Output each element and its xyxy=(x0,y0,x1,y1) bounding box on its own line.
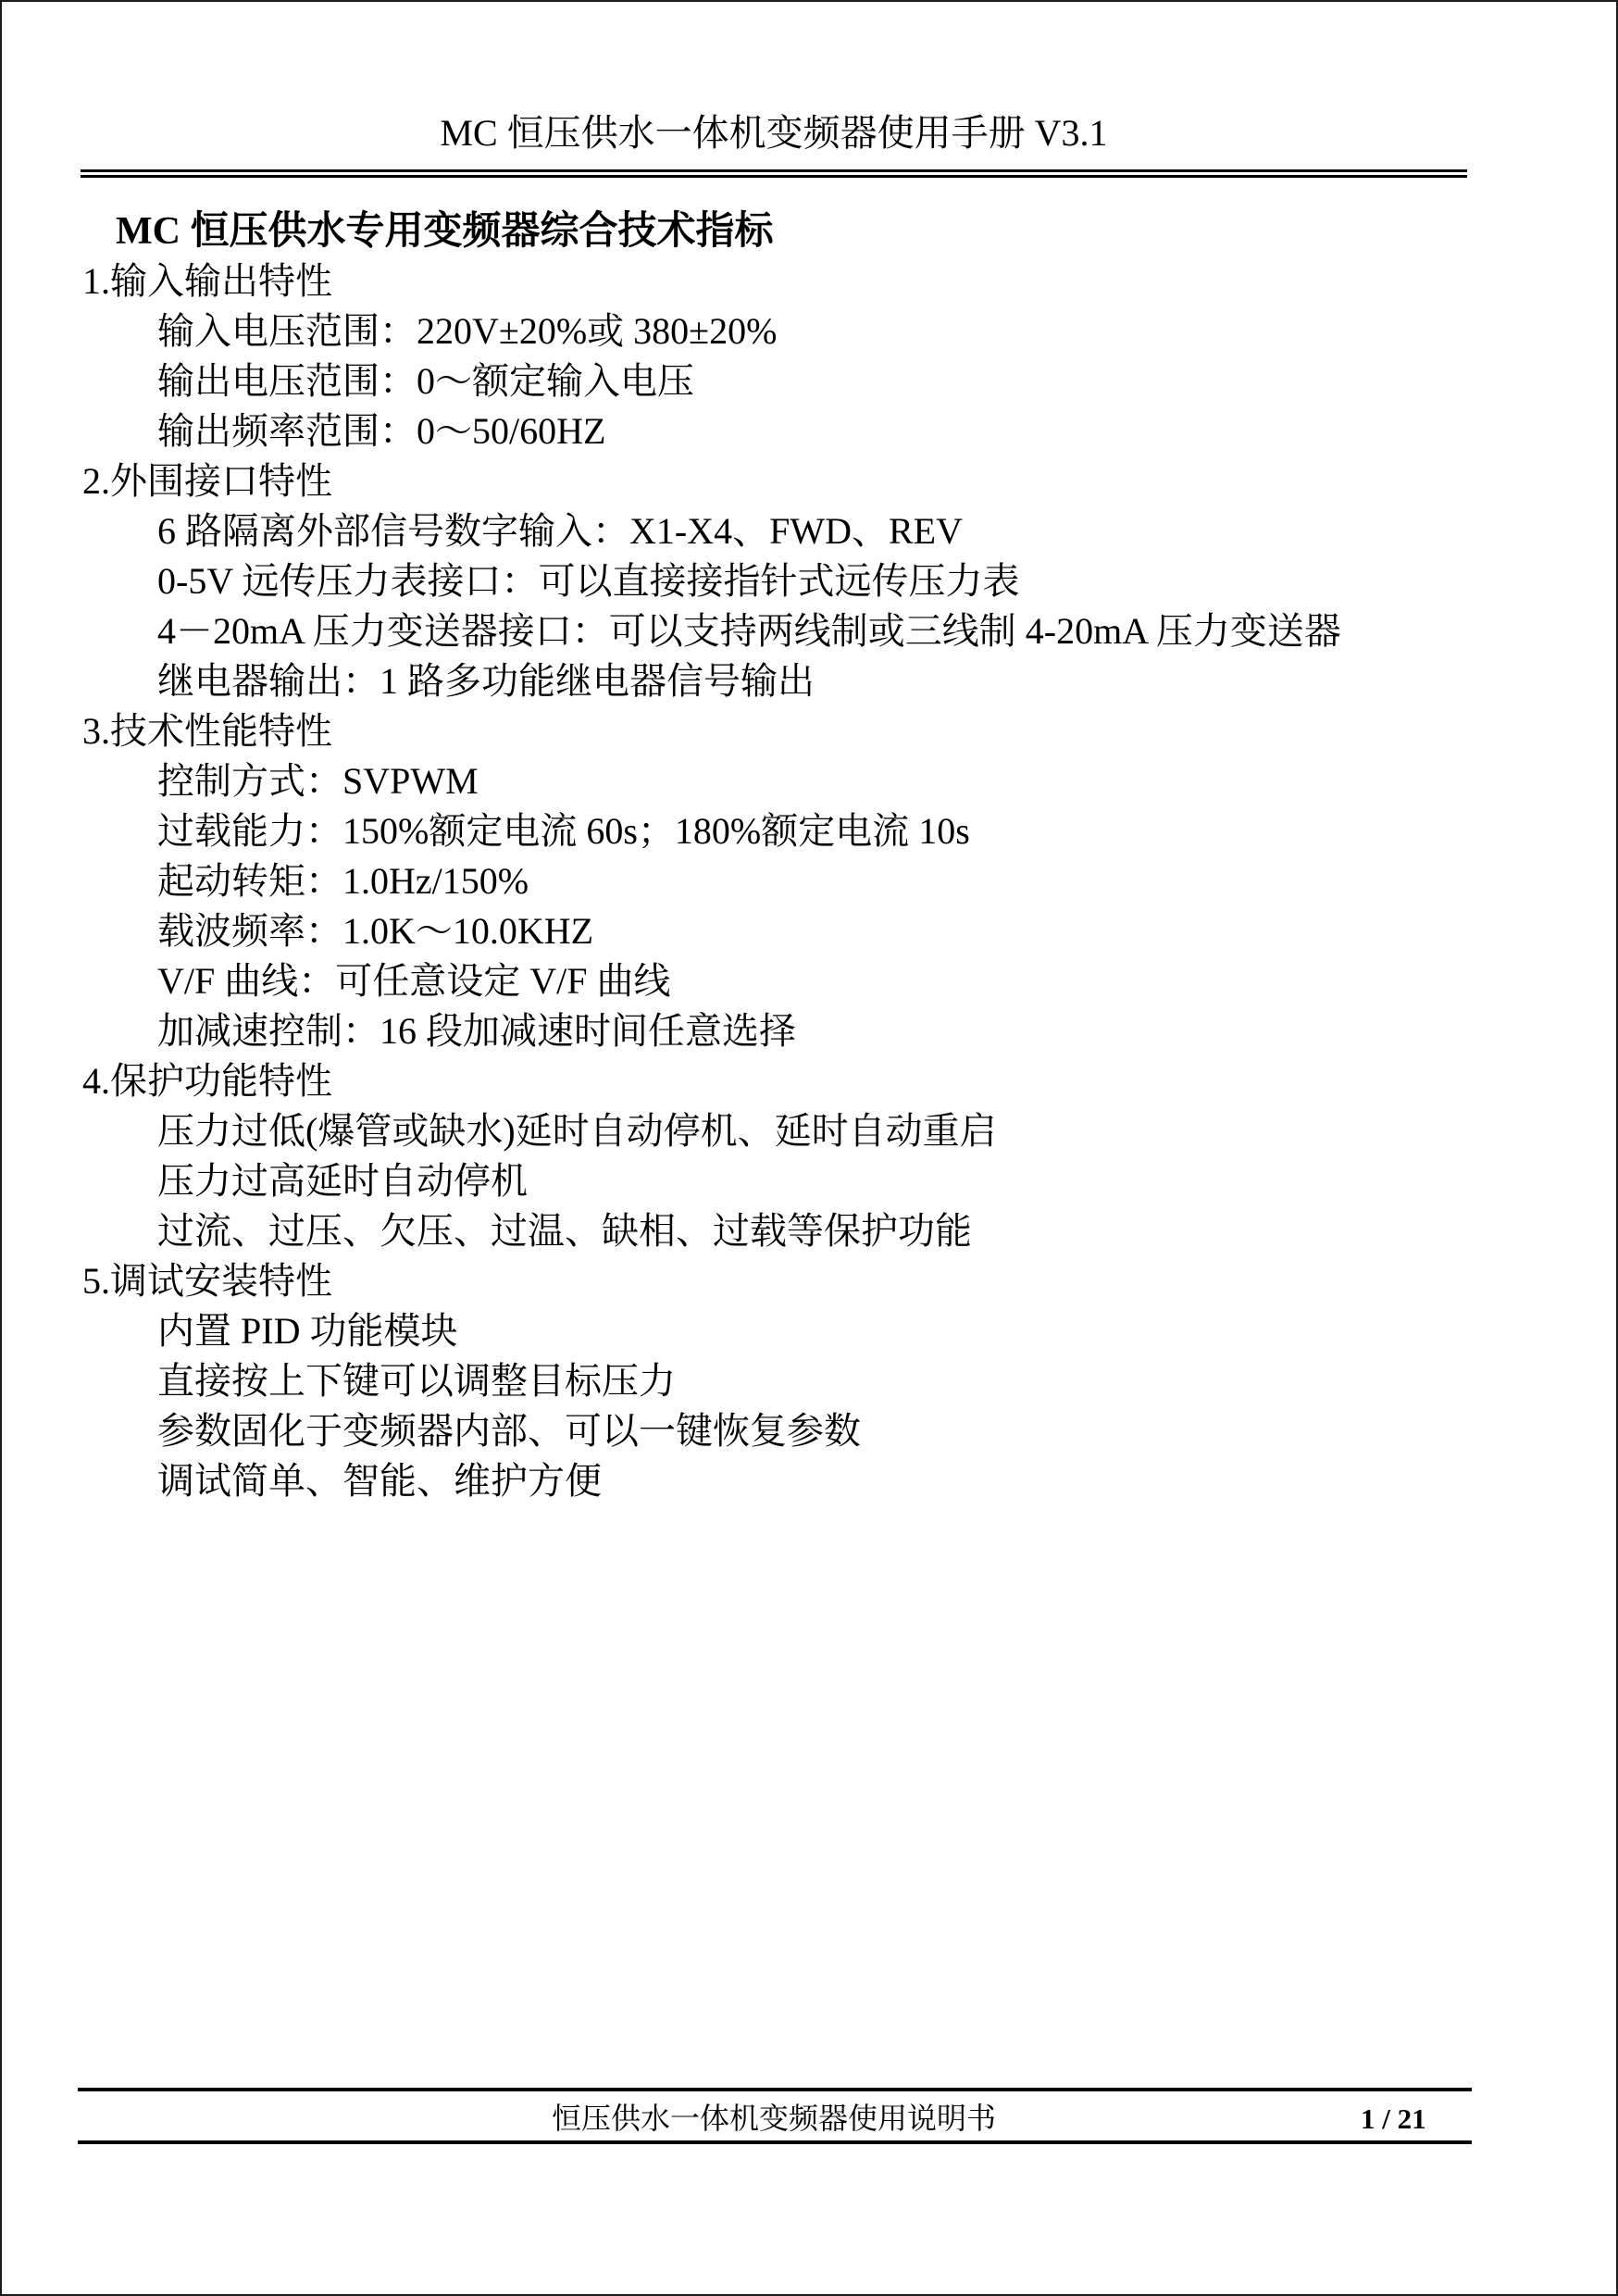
section-1-item: 输出电压范围：0～额定输入电压 xyxy=(157,360,694,402)
section-4-item: 压力过低(爆管或缺水)延时自动停机、延时自动重启 xyxy=(157,1110,997,1152)
section-2-item: 6 路隔离外部信号数字输入：X1-X4、FWD、REV xyxy=(157,510,963,552)
section-5-item: 调试简单、智能、维护方便 xyxy=(157,1460,602,1502)
footer-top-rule xyxy=(78,2088,1472,2091)
section-4-item: 过流、过压、欠压、过温、缺相、过载等保护功能 xyxy=(157,1210,972,1252)
footer-title: 恒压供水一体机变频器使用说明书 xyxy=(551,2102,996,2135)
section-5-item: 直接按上下键可以调整目标压力 xyxy=(157,1360,676,1402)
section-1-item: 输出频率范围：0～50/60HZ xyxy=(157,410,606,452)
section-3-item: 加减速控制：16 段加减速时间任意选择 xyxy=(157,1010,796,1052)
section-3-heading: 3.技术性能特性 xyxy=(82,710,332,752)
section-5-heading: 5.调试安装特性 xyxy=(82,1260,332,1302)
footer-bottom-rule xyxy=(78,2140,1472,2144)
section-3-item: 过载能力：150%额定电流 60s；180%额定电流 10s xyxy=(157,810,970,852)
header-double-rule xyxy=(81,169,1467,178)
header-title: MC 恒压供水一体机变频器使用手册 V3.1 xyxy=(440,112,1108,154)
section-3-item: 控制方式：SVPWM xyxy=(157,760,479,802)
footer-page-number: 1 / 21 xyxy=(1361,2103,1426,2135)
section-2-item: 0-5V 远传压力表接口：可以直接接指针式远传压力表 xyxy=(157,560,1020,602)
document-title: MC 恒压供水专用变频器综合技术指标 xyxy=(116,210,774,253)
section-2-heading: 2.外围接口特性 xyxy=(82,460,332,502)
section-4-item: 压力过高延时自动停机 xyxy=(157,1160,528,1202)
section-1-item: 输入电压范围：220V±20%或 380±20% xyxy=(157,310,778,352)
section-3-item: 载波频率：1.0K～10.0KHZ xyxy=(157,910,594,952)
section-3-item: V/F 曲线：可任意设定 V/F 曲线 xyxy=(157,960,671,1002)
section-4-heading: 4.保护功能特性 xyxy=(82,1060,332,1102)
section-5-item: 内置 PID 功能模块 xyxy=(157,1310,458,1352)
document-body xyxy=(2,206,1618,1506)
section-2-item: 4－20mA 压力变送器接口：可以支持两线制或三线制 4-20mA 压力变送器 xyxy=(157,610,1341,652)
section-2-item: 继电器输出：1 路多功能继电器信号输出 xyxy=(157,660,815,702)
section-3-item: 起动转矩：1.0Hz/150% xyxy=(157,860,529,902)
section-5-item: 参数固化于变频器内部、可以一键恢复参数 xyxy=(157,1410,861,1452)
section-1-heading: 1.输入输出特性 xyxy=(82,260,332,302)
